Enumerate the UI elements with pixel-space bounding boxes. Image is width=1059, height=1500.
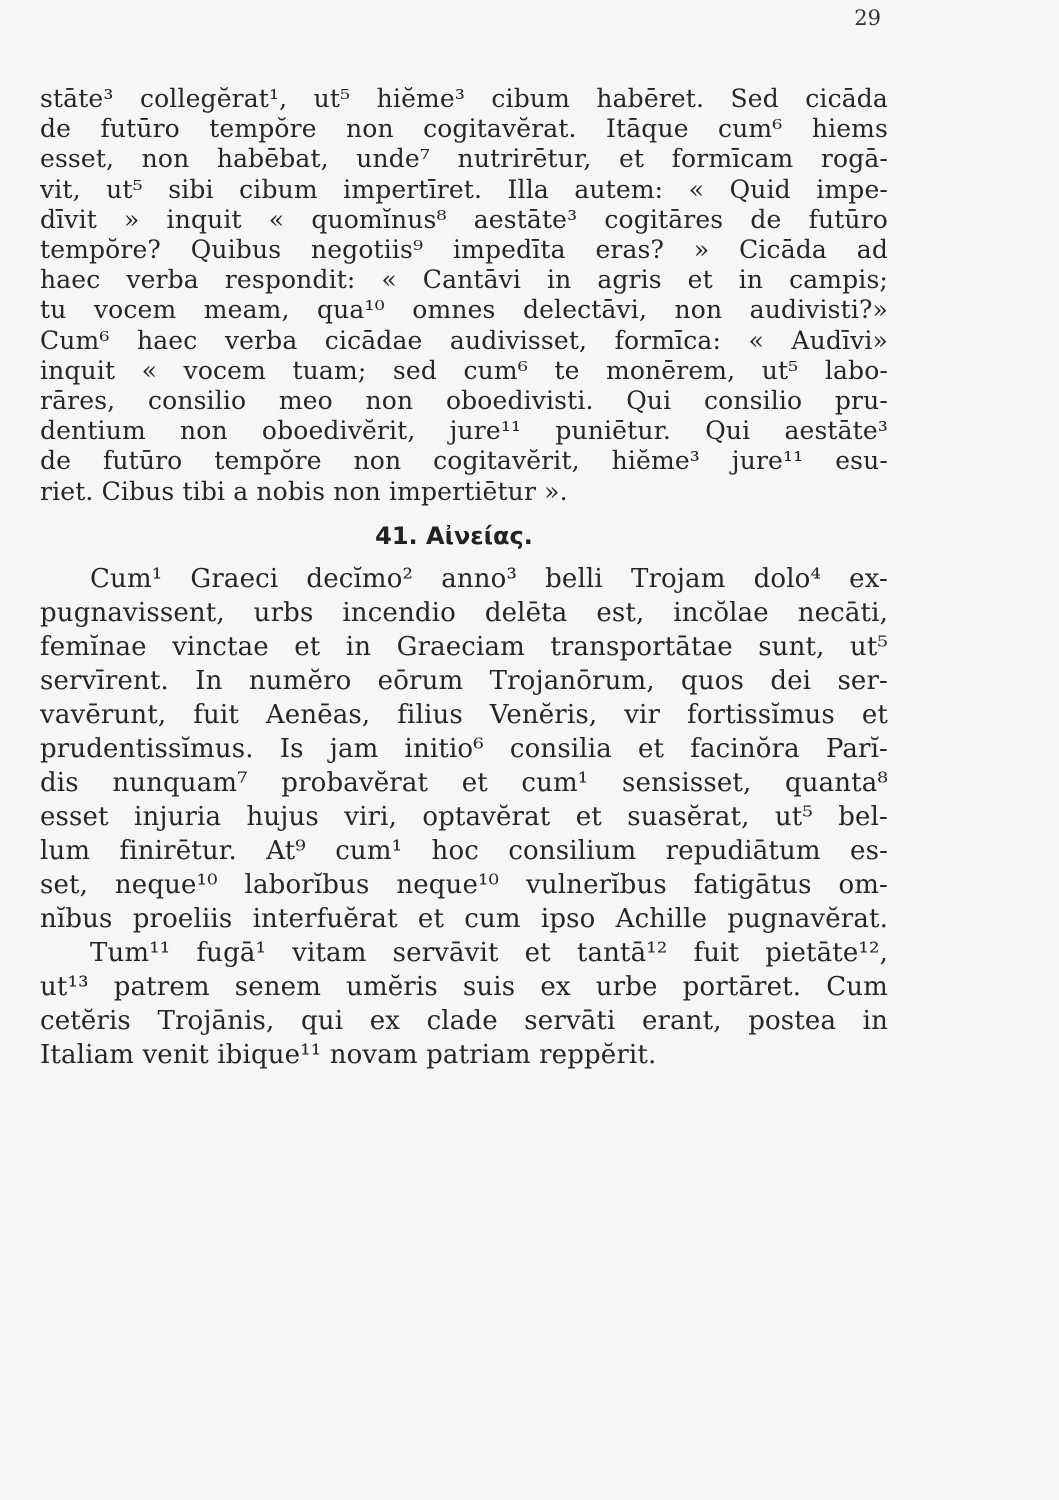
text-line: pugnavissent, urbs incendio delēta est, incŏlae necāti, bbox=[40, 597, 888, 628]
text-line: de futūro tempŏre non cogitavĕrit, hiĕme³ jure¹¹ esu- bbox=[40, 446, 888, 476]
text-line: Cum¹ Graeci decĭmo² anno³ belli Trojam dolo⁴ ex- bbox=[90, 563, 888, 594]
text-line: lum finirētur. At⁹ cum¹ hoc consilium repudiātum es- bbox=[40, 835, 888, 866]
text-line: esset, non habēbat, unde⁷ nutrirētur, et formīcam rogā- bbox=[40, 144, 888, 174]
text-line: Cum⁶ haec verba cicādae audivisset, formīca: « Audīvi» bbox=[40, 325, 888, 355]
text-line: dis nunquam⁷ probavĕrat et cum¹ sensisset, quanta⁸ bbox=[40, 767, 888, 798]
paragraph-aeneas-1 bbox=[40, 562, 888, 936]
paragraph-aeneas-2 bbox=[40, 936, 888, 1072]
text-body bbox=[40, 84, 888, 1072]
text-line: dentium non oboedivĕrit, jure¹¹ puniētur. Qui aestāte³ bbox=[40, 416, 888, 446]
text-line: tu vocem meam, qua¹⁰ omnes delectāvi, non audivisti?» bbox=[40, 295, 888, 325]
text-line: Italiam venit ibique¹¹ novam patriam reppĕrit. bbox=[40, 1039, 657, 1070]
text-line: esset injuria hujus viri, optavĕrat et suasĕrat, ut⁵ bel- bbox=[40, 801, 888, 832]
text-line: cetĕris Trojānis, qui ex clade servāti erant, postea in bbox=[40, 1005, 888, 1036]
text-line: prudentissĭmus. Is jam initio⁶ consilia et facinŏra Parĭ- bbox=[40, 733, 888, 764]
text-line: dīvit » inquit « quomĭnus⁸ aestāte³ cogitāres de futūro bbox=[40, 204, 888, 234]
text-line: rāres, consilio meo non oboedivisti. Qui consilio pru- bbox=[40, 386, 888, 416]
text-line: vit, ut⁵ sibi cibum impertīret. Illa autem: « Quid impe- bbox=[40, 174, 888, 204]
text-line: set, neque¹⁰ laborĭbus neque¹⁰ vulnerĭbus fatigātus om- bbox=[40, 869, 888, 900]
section-title: 41. Αἰνείας. bbox=[375, 521, 533, 550]
text-line: inquit « vocem tuam; sed cum⁶ te monērem, ut⁵ labo- bbox=[40, 355, 888, 385]
text-line: stāte³ collegĕrat¹, ut⁵ hiĕme³ cibum habēret. Sed cicāda bbox=[40, 84, 888, 113]
text-line: riet. Cibus tibi a nobis non impertiētur ». bbox=[40, 476, 568, 506]
text-line: vavērunt, fuit Aenēas, filius Venĕris, vir fortissĭmus et bbox=[40, 699, 888, 730]
text-line: nĭbus proeliis interfuĕrat et cum ipso Achille pugnavĕrat. bbox=[40, 903, 888, 934]
page-number: 29 bbox=[854, 6, 881, 30]
text-line: Tum¹¹ fugā¹ vitam servāvit et tantā¹² fuit pietāte¹², bbox=[90, 937, 888, 968]
text-line: ut¹³ patrem senem umĕris suis ex urbe portāret. Cum bbox=[40, 971, 888, 1002]
text-line: servīrent. In numĕro eōrum Trojanōrum, quos dei ser- bbox=[40, 665, 888, 696]
text-line: de futūro tempŏre non cogitavĕrat. Itāque cum⁶ hiems bbox=[40, 114, 888, 144]
text-line: femĭnae vinctae et in Graeciam transportātae sunt, ut⁵ bbox=[40, 631, 888, 662]
text-line: tempŏre? Quibus negotiis⁹ impedīta eras? » Cicāda ad bbox=[40, 235, 888, 265]
paragraph-cicada-ending bbox=[40, 84, 888, 507]
text-line: haec verba respondit: « Cantāvi in agris et in campis; bbox=[40, 265, 888, 295]
